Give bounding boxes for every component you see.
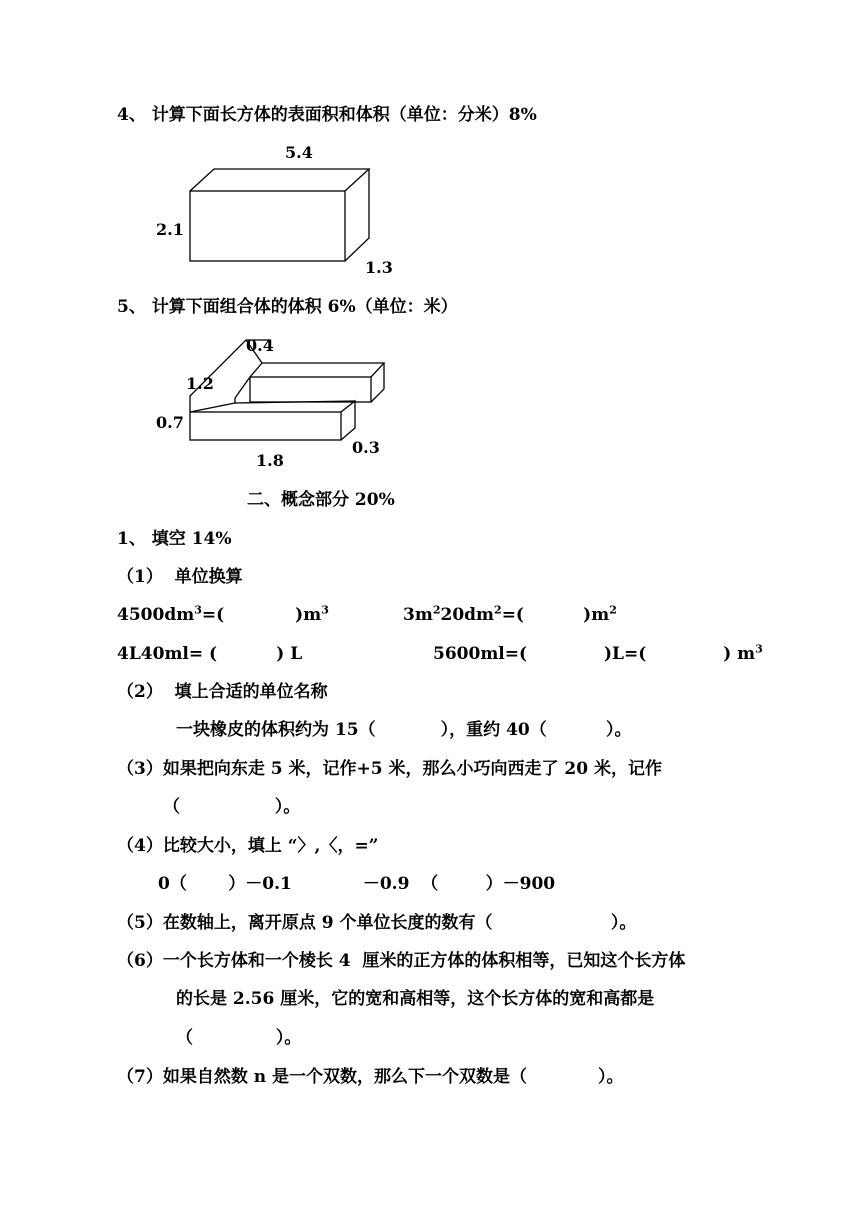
p6-line1: （6）一个长方体和一个棱长 4 厘米的正方体的体积相等，已知这个长方体 bbox=[117, 951, 686, 971]
p6-line3: （ ）。 bbox=[176, 1028, 302, 1048]
p1-line1b: $3m^220dm^2=$( )$m^2$ bbox=[403, 603, 617, 625]
p5-line: （5）在数轴上，离开原点 9 个单位长度的数有（ ）。 bbox=[117, 913, 637, 933]
p7-line: （7）如果自然数 n 是一个双数，那么下一个双数是（ ）。 bbox=[117, 1067, 624, 1087]
cuboid-side-face bbox=[345, 169, 369, 261]
p2-title: （2） 填上合适的单位名称 bbox=[117, 682, 328, 702]
fill-heading: 1、 填空 14% bbox=[117, 529, 232, 549]
p4-line1: （4）比较大小，填上 “〉,〈，=” bbox=[117, 836, 379, 856]
p1-line2a: 4L40ml= ( ) L bbox=[117, 644, 303, 664]
p2-line: 一块橡皮的体积约为 15（ ），重约 40（ ）。 bbox=[176, 720, 632, 740]
composite-solid bbox=[190, 340, 384, 440]
section-title: 二、概念部分 20% bbox=[247, 490, 395, 510]
p6-line2: 的长是 2.56 厘米，它的宽和高相等，这个长方体的宽和高都是 bbox=[176, 989, 655, 1009]
label-width: 1.3 bbox=[365, 258, 393, 277]
p3-line2: （ ）。 bbox=[163, 797, 301, 817]
q4-heading: 4、 计算下面长方体的表面积和体积（单位：分米）8% bbox=[117, 105, 537, 125]
p1-title: （1） 单位换算 bbox=[117, 567, 243, 587]
cuboid-front-face bbox=[190, 191, 345, 261]
label-1-8: 1.8 bbox=[256, 451, 284, 470]
p1-line1a: $4500dm^3=$( )$m^3$ bbox=[117, 603, 329, 625]
label-0-4: 0.4 bbox=[246, 336, 274, 355]
p3-line1: （3）如果把向东走 5 米，记作+5 米，那么小巧向西走了 20 米，记作 bbox=[117, 759, 662, 779]
q5-heading: 5、 计算下面组合体的体积 6%（单位：米） bbox=[117, 297, 458, 317]
label-length: 5.4 bbox=[285, 143, 313, 162]
label-0-7: 0.7 bbox=[156, 413, 184, 432]
label-0-3: 0.3 bbox=[352, 438, 380, 457]
label-1-2: 1.2 bbox=[186, 374, 214, 393]
label-height: 2.1 bbox=[156, 220, 184, 239]
cuboid-top-face bbox=[190, 169, 369, 191]
p1-line2b: 5600ml=( )L=( ) $m^3$ bbox=[433, 642, 763, 664]
p4-line2: 0（ ）－0.1 －0.9 （ ）－900 bbox=[158, 874, 556, 894]
